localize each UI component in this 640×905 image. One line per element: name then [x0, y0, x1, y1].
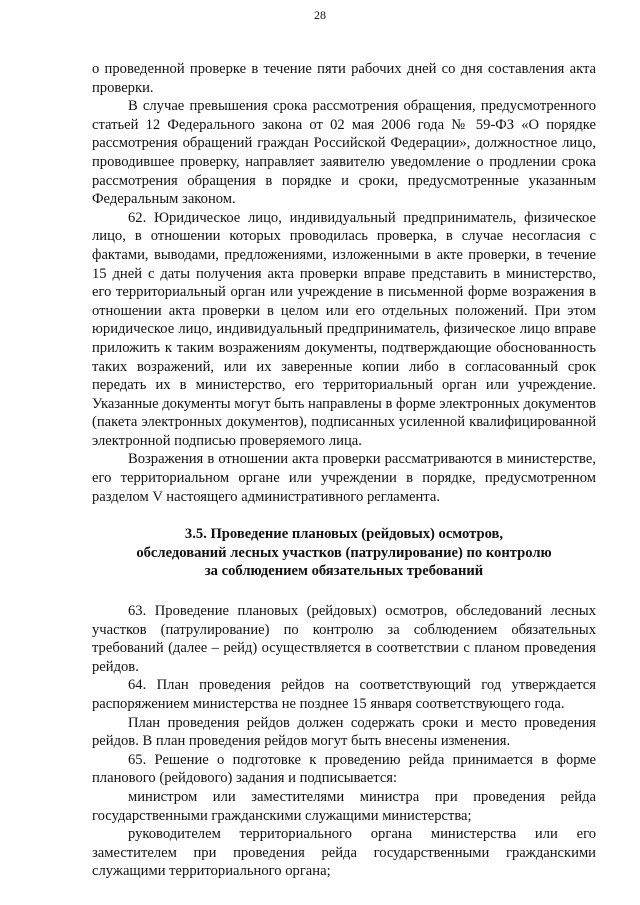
paragraph-64: 64. План проведения рейдов на соответствующий год утверждается распоряжением министерства не позднее 15 января соответствующего года. — [92, 677, 596, 712]
paragraph-63: 63. Проведение плановых (рейдовых) осмотров, обследований лесных участков (патрулирование) по контролю за соблюдением обязательных требований (далее – рейд) осуществляется в соответствии с планом проведения рейдов. — [92, 603, 596, 675]
paragraph: В случае превышения срока рассмотрения обращения, предусмотренного статьей 12 Федерального закона от 02 мая 2006 года № 59-ФЗ «О порядке рассмотрения обращений граждан Российской Федерации», должностное лицо, проводившее проверку, направляет заявителю уведомление о продлении срока рассмотрения обращения в порядке и сроки, предусмотренные указанным Федеральным законом. — [92, 98, 596, 208]
paragraph-62: 62. Юридическое лицо, индивидуальный предприниматель, физическое лицо, в отношении которых проводилась проверка, в случае несогласия с фактами, выводами, предложениями, изложенными в акте проверки, в течение 15 дней с даты получения акта проверки вправе представить в министерство, его территориальный орган или учреждение в письменной форме возражения в отношении акта проверки в целом или его отдельных положений. При этом юридическое лицо, индивидуальный предприниматель, физическое лицо вправе приложить к таким возражениям документы, подтверждающие обоснованность таких возражений, или их заверенные копии либо в согласованный срок передать их в министерство, его территориальный орган или учреждение. Указанные документы могут быть направлены в форме электронных документов (пакета электронных документов), подписанных усиленной квалифицированной электронной подписью проверяемого лица. — [92, 209, 596, 449]
page-number: 28 — [314, 8, 326, 22]
paragraph: о проведенной проверке в течение пяти рабочих дней со дня составления акта проверки. — [92, 61, 596, 96]
page-content — [92, 60, 596, 881]
paragraph: руководителем территориального органа министерства или его заместителем при проведения рейда государственными гражданскими служащими территориального органа; — [92, 826, 596, 880]
paragraph: министром или заместителями министра при проведения рейда государственными гражданскими служащими министерства; — [92, 788, 596, 824]
section-heading-line: за соблюдением обязательных требований — [204, 563, 484, 580]
paragraph-65: 65. Решение о подготовке к проведению рейда принимается в форме планового (рейдового) задания и подписывается: — [92, 751, 596, 787]
section-heading — [92, 525, 596, 581]
section-heading-line: обследований лесных участков (патрулирование) по контролю — [136, 544, 552, 561]
paragraph: План проведения рейдов должен содержать сроки и место проведения рейдов. В план проведения рейдов могут быть внесены изменения. — [92, 714, 596, 750]
paragraph: Возражения в отношении акта проверки рассматриваются в министерстве, его территориальном органе или учреждении в порядке, предусмотренном разделом V настоящего административного регламента. — [92, 451, 596, 505]
section-heading-line: 3.5. Проведение плановых (рейдовых) осмотров, — [184, 526, 504, 543]
